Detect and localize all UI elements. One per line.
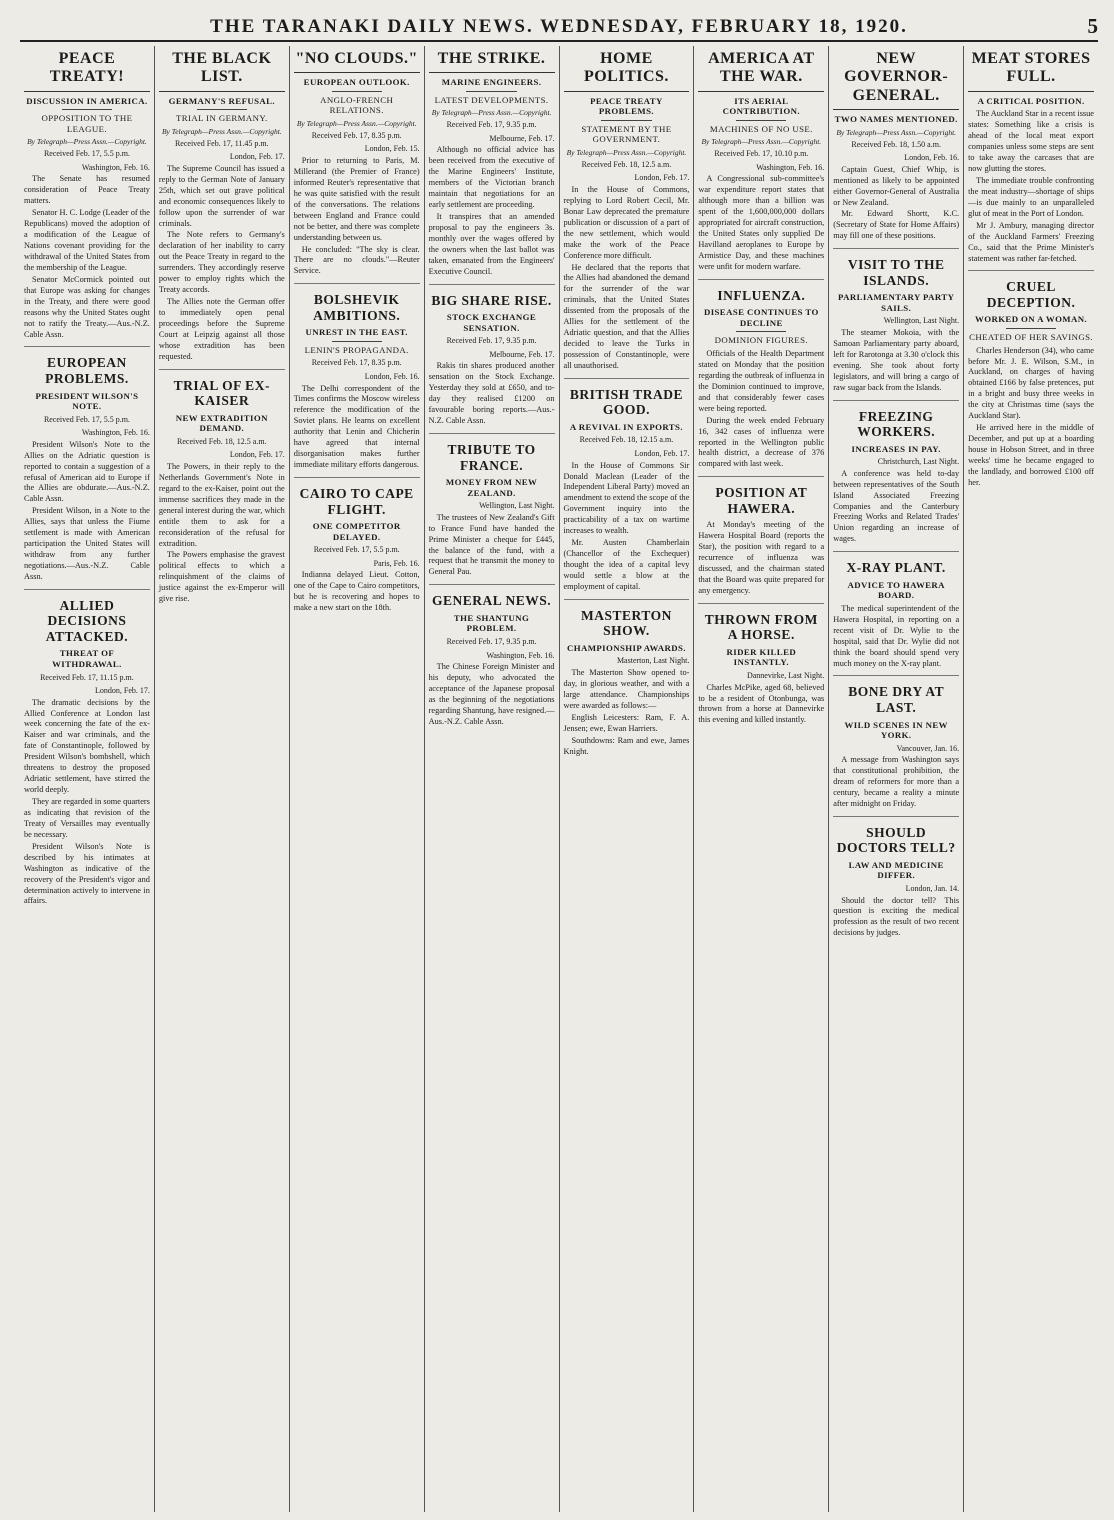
article-subheading: ANGLO-FRENCH RELATIONS. (320, 94, 394, 116)
article-subheading: ITS AERIAL CONTRIBUTION. (722, 95, 800, 117)
masthead (20, 14, 1098, 42)
article-paragraph: Rakis tin shares produced another sensation on the Stock Exchange. Yesterday they sold at £650, and to-day they realised £1200 on favourable boring reports.—Aus.-N.Z. Cable Assn. (428, 361, 555, 426)
article-paragraph: Prior to returning to Paris, M. Millerand (the Premier of France) informed Reuter's representative that he was quite satisfied with the result of the conversations. The relations between England and France could not be better, and there was complete understanding between us. (293, 156, 420, 242)
received-time: Received Feb. 17, 9.35 p.m. (446, 636, 537, 646)
divider (1006, 328, 1056, 329)
article (968, 50, 1094, 264)
article-headline: SHOULD DOCTORS TELL? (836, 824, 956, 856)
article-subheading: PRESIDENT WILSON'S NOTE. (35, 390, 139, 412)
article-dateline: Paris, Feb. 16. (373, 558, 420, 568)
article-paragraph: Mr. Austen Chamberlain (Chancellor of the Exchequer) thought the idea of a capital levy would settle a blow at the employment of capital. (563, 538, 690, 591)
article (429, 50, 555, 278)
article-subheading: LATEST DEVELOPMENTS. (434, 94, 549, 105)
received-time: Received Feb. 17, 11.15 p.m. (40, 672, 134, 682)
received-time: Received Feb. 17, 5.5 p.m. (43, 414, 130, 424)
article-paragraph: A Congressional sub-committee's war expenditure report states that although more than a billion was spent of the 1,600,000,000 dollars appropriated for aircraft construction, the United States only supplied De Havilland aeroplanes to Europe by Armistice Day, and these machines were unfit for modern warfare. (698, 174, 825, 271)
received-time: Received Feb. 17, 10.10 p.m. (714, 149, 809, 159)
article-paragraph: Indianna delayed Lieut. Cotton, one of the Cape to Cairo competitors, but he is recovering and hopes to make a new start on the 18th. (293, 570, 420, 613)
article-paragraph: The Auckland Star in a recent issue states: Something like a crisis is ahead of the local meat export companies unless some steps are sent to take away the carcases that are now glutting the stores. (968, 109, 1094, 174)
article-subheading: A REVIVAL IN EXPORTS. (569, 421, 683, 432)
news-column (694, 46, 829, 1512)
article-paragraph: During the week ended February 16, 342 cases of influenza were reported in the Wellington public health district, a decrease of 376 compared with last week. (698, 415, 825, 469)
article-dateline: Washington, Feb. 16. (486, 650, 555, 660)
article-subheading: TWO NAMES MENTIONED. (834, 114, 958, 125)
article (833, 50, 959, 242)
article (429, 284, 555, 427)
article-subheading: LENIN'S PROPAGANDA. (304, 344, 409, 355)
news-column (829, 46, 964, 1512)
article-paragraph: In the House of Commons Sir Donald Maclean (Leader of the Independent Liberal Party) moved an amendment to extend the scope of the Government inquiry into the practicability of a tax on wartime increases to wealth. (563, 460, 690, 536)
article-paragraph: Southdowns: Ram and ewe, James Knight. (563, 735, 690, 756)
received-time: Received Feb. 18, 1.50 a.m. (851, 139, 941, 149)
article-dateline: London, Jan. 14. (905, 883, 960, 893)
news-column (425, 46, 560, 1512)
article (698, 476, 824, 597)
article-subheading: THE SHANTUNG PROBLEM. (453, 612, 530, 634)
article-subheading: DISCUSSION IN AMERICA. (26, 95, 148, 106)
article-headline: THE BLACK LIST. (159, 50, 285, 92)
article-dateline: Melbourne, Feb. 17. (489, 349, 555, 359)
article-subheading: DOMINION FIGURES. (714, 335, 808, 346)
article-headline: PEACE TREATY! (24, 50, 150, 92)
article (294, 283, 420, 471)
received-time: Received Feb. 17, 11.45 p.m. (174, 138, 269, 148)
article-headline: MASTERTON SHOW. (581, 607, 672, 639)
received-time: Received Feb. 18, 12.5 a.m. (581, 159, 672, 169)
article-paragraph: The Supreme Council has issued a reply to the German Note of January 25th, which set out grave political and economic consequences likely to follow upon the surrender of war criminals. (158, 163, 285, 228)
article-paragraph: Senator McCormick pointed out that Europe was asking for changes in the Treaty, and there were good reasons why the United States ought not to ratify the Treaty.—Aus.-N.Z. Cable Assn. (24, 274, 150, 339)
article-dateline: Masterton, Last Night. (616, 656, 690, 666)
article-subheading: UNREST IN THE EAST. (305, 327, 408, 338)
article-paragraph: Mr J. Ambury, managing director of the Auckland Farmers' Freezing Co., said that the Prime Minister's statement was rather far-fetched. (968, 220, 1094, 263)
article-headline: TRIBUTE TO FRANCE. (447, 442, 536, 473)
article-byline: By Telegraph—Press Assn.—Copyright. (296, 119, 417, 129)
article (159, 50, 285, 363)
article-subheading: MONEY FROM NEW ZEALAND. (445, 477, 538, 498)
news-column (560, 46, 695, 1512)
article-paragraph: President Wilson's Note to the Allies on the Adriatic question is reported to contain a suggestion of a refusal of American aid to Europe if the Allies are obdurate.—Aus.-N.Z. Cable Assn. (24, 439, 150, 504)
article-headline: BONE DRY AT LAST. (848, 684, 945, 715)
article-subheading: PARLIAMENTARY PARTY SAILS. (838, 292, 955, 313)
article-paragraph: The Powers emphasise the gravest political effects to which a relinquishment of the claims of justice against the ex-Emperor will give rise. (158, 550, 285, 604)
article-headline: BRITISH TRADE GOOD. (569, 386, 684, 418)
article (429, 433, 555, 578)
article (24, 589, 150, 908)
article-subheading: EUROPEAN OUTLOOK. (303, 77, 410, 88)
article-dateline: London, Feb. 16. (364, 372, 420, 381)
article-subheading: WORKED ON A WOMAN. (975, 314, 1088, 325)
article-paragraph: The Powers, in their reply to the Netherlands Government's Note in regard to the ex-Kaiser, point out the immense sacrifices they made in the general interest during the war, which entitle them to ask for a reconsideration of the refusal for extradition. (158, 461, 285, 548)
article-paragraph: Charles Henderson (34), who came before Mr. J. E. Wilson, S.M., in Auckland, on charges of having obtained £166 by false pretences, put in a bright and busy three weeks in the city at Christmas time (says the Auckland Star). (968, 345, 1094, 421)
received-time: Received Feb. 17, 9.35 p.m. (446, 120, 537, 130)
received-time: Received Feb. 17, 9.35 p.m. (446, 336, 537, 346)
article (698, 279, 824, 470)
article-headline: BOLSHEVIK AMBITIONS. (313, 292, 401, 323)
article-dateline: Christchurch, Last Night. (877, 457, 960, 467)
article-headline: CRUEL DECEPTION. (986, 279, 1076, 310)
page-number: 5 (1087, 14, 1098, 38)
news-column (155, 46, 290, 1512)
divider (62, 109, 112, 110)
article-paragraph: The immediate trouble confronting the meat industry—shortage of ships—is due mainly to an unparalleled glut of meat in the Port of London. (968, 175, 1094, 218)
article-paragraph: At Monday's meeting of the Hawera Hospital Board (reports the Star), the position with regard to a recurrence of influenza was discussed, and the chairman stated that the Board was quite prepared for any emergency. (698, 520, 825, 595)
received-time: Received Feb. 18, 12.15 a.m. (579, 435, 674, 445)
article-dateline: London, Feb. 17. (94, 686, 150, 696)
article-headline: THROWN FROM A HORSE. (704, 611, 818, 643)
article-dateline: London, Feb. 17. (229, 450, 285, 460)
article-subheading: MACHINES OF NO USE. (709, 123, 813, 134)
article (24, 50, 150, 340)
article-paragraph: It transpires that an amended proposal to pay the engineers 3s. monthly over the wages offered by the owners when the last ballot was taken, emanated from the Engineers' Executive Council. (428, 212, 555, 276)
article-subheading: ADVICE TO HAWERA BOARD. (847, 579, 945, 601)
article-subheading: LAW AND MEDICINE DIFFER. (848, 859, 944, 881)
article (429, 584, 555, 727)
article (698, 50, 824, 273)
article-subheading: ONE COMPETITOR DELAYED. (312, 521, 401, 542)
article-subheading: MARINE ENGINEERS. (441, 77, 542, 88)
article-byline: By Telegraph—Press Assn.—Copyright. (431, 108, 552, 118)
article (564, 599, 690, 758)
divider (197, 109, 247, 110)
article-paragraph: The steamer Mokoia, with the Samoan Parliamentary party aboard, left for Rarotonga at 3.30 o'clock this evening. She took about forty legislators, and will bring a cargo of raw sugar back from the Islands. (833, 327, 960, 392)
received-time: Received Feb. 18, 12.5 a.m. (177, 436, 267, 446)
article (24, 346, 150, 582)
received-time: Received Feb. 17, 8.35 p.m. (311, 358, 402, 368)
article-headline: AMERICA AT THE WAR. (698, 50, 824, 92)
article-headline: INFLUENZA. (717, 287, 806, 303)
article-headline: "NO CLOUDS." (294, 50, 420, 73)
article-headline: CAIRO TO CAPE FLIGHT. (299, 486, 414, 517)
article (564, 378, 690, 593)
article-headline: FREEZING WORKERS. (857, 408, 936, 440)
article-paragraph: President Wilson's Note is described by his intimates at Washington as indicative of the recovery of the President's vigor and determination actively to intervene in affairs. (24, 841, 150, 906)
article-headline: TRIAL OF EX-KAISER (173, 377, 270, 409)
article-paragraph: The dramatic decisions by the Allied Conference at London last week concerning the fate of the ex-Kaiser and war criminals, and the fate of Constantinople, followed by President Wilson's bombshell, which threatens to destroy the proposed Adriatic settlement, have stirred the world deeply. (24, 697, 150, 795)
article-paragraph: The Senate has resumed consideration of Peace Treaty matters. (24, 174, 150, 206)
divider (332, 341, 382, 342)
article-paragraph: A conference was held to-day between representatives of the South Island Associated Freezing Companies and the Canterbury Freezing Works and Related Trades' Union regarding an increase of wages. (833, 468, 960, 544)
article-subheading: CHEATED OF HER SAVINGS. (969, 332, 1094, 343)
newspaper-title: THE TARANAKI DAILY NEWS. WEDNESDAY, FEBRUARY 18, 1920. (210, 16, 908, 37)
article-headline: NEW GOVERNOR-GENERAL. (833, 50, 959, 110)
article-paragraph: Senator H. C. Lodge (Leader of the Republicans) moved the adoption of a modification of the League of Nations covenant providing for the withdrawal of the United States from the membership of the League. (24, 208, 150, 272)
article (159, 369, 285, 605)
article-dateline: Vancouver, Jan. 16. (896, 743, 960, 753)
article-paragraph: He arrived here in the middle of December, and put up at a boarding house in Hobson Street, and in three weeks' time he became engaged to the landlady, and borrowed £100 off her. (968, 423, 1094, 487)
article-dateline: Washington, Feb. 16. (81, 428, 150, 438)
article-subheading: STATEMENT BY THE GOVERNMENT. (581, 123, 672, 145)
article-subheading: RIDER KILLED INSTANTLY. (726, 646, 797, 668)
article-byline: By Telegraph—Press Assn.—Copyright. (836, 127, 957, 137)
article (833, 675, 959, 809)
article (294, 477, 420, 614)
article-paragraph: English Leicesters: Ram, F. A. Jensen; ewe, Ewan Harriers. (563, 712, 690, 733)
article-paragraph: They are regarded in some quarters as indicating that revision of the Treaty of Versailles may eventually be necessary. (24, 797, 150, 839)
article (833, 551, 959, 669)
article-subheading: PEACE TREATY PROBLEMS. (590, 95, 663, 117)
article-subheading: INCREASES IN PAY. (851, 443, 941, 454)
article-paragraph: The Chinese Foreign Minister and his deputy, who advocated the acceptance of the Japanese proposal as the beginning of the negotiations regarding Shantung, have resigned.—Aus.-N.Z. Cable Assn. (428, 662, 555, 726)
article-paragraph: The Allies note the German offer to immediately open penal proceedings before the Supreme Court at Leipzig against all those whose extradition has been requested. (158, 297, 285, 361)
article-paragraph: He declared that the reports that the Allies had abandoned the demand for the surrender of the war criminals, that the United States dissented from the proposals of the Allies for the settlement of the Adriatic question, and that the Allies decided to leave the Turks in possession of Constantinople, were all unauthorised. (563, 262, 690, 370)
article-subheading: GERMANY'S REFUSAL. (168, 95, 276, 106)
article-paragraph: In the House of Commons, replying to Lord Robert Cecil, Mr. Bonar Law deprecated the premature publication or discussion of a part of the new settlement, which would make the work of the Peace Conference more difficult. (563, 184, 690, 260)
news-column (290, 46, 425, 1512)
article-paragraph: Although no official advice has been received from the executive of the Marine Engineers' Institute, members of the Victorian branch maintain that negotiations for an early settlement are proceeding. (428, 145, 555, 210)
article-paragraph: A message from Washington says that constitutional prohibition, the dream of reformers for more than a century, became a reality a minute after midnight on Friday. (833, 755, 960, 808)
article-paragraph: The medical superintendent of the Hawera Hospital, in reporting on a recent visit of Dr. Wylie to the hospital, said that Dr. Wylie did not think the board should spend very much money on the X-ray plant. (833, 603, 960, 668)
article-paragraph: The Note refers to Germany's declaration of her inability to carry out the Peace Treaty in regard to the surrenders. They accordingly reserve power to employ rights which the Treaty accords. (158, 230, 285, 295)
article-headline: MEAT STORES FULL. (968, 50, 1094, 92)
article-byline: By Telegraph—Press Assn.—Copyright. (701, 137, 822, 147)
article-headline: GENERAL NEWS. (432, 593, 552, 609)
received-time: Received Feb. 17, 5.5 p.m. (313, 545, 400, 555)
article-headline: POSITION AT HAWERA. (715, 485, 808, 516)
article (833, 248, 959, 393)
article-dateline: Wellington, Last Night. (883, 316, 960, 326)
received-time: Received Feb. 17, 5.5 p.m. (43, 149, 130, 159)
divider (466, 91, 516, 92)
newspaper-columns (20, 46, 1098, 1512)
article-headline: EUROPEAN PROBLEMS. (45, 355, 129, 386)
article-subheading: CHAMPIONSHIP AWARDS. (566, 642, 686, 653)
article-paragraph: Should the doctor tell? This question is exciting the medical profession as the result of two recent decisions by judges. (833, 895, 960, 938)
news-column (964, 46, 1098, 1512)
article-paragraph: The Delhi correspondent of the Times confirms the Moscow wireless reference the modification of the Soviet plans. He learns on excellent authority that Lenin and Chicherin have agreed that internal disorganisation makes further immediate military efforts dangerous. (293, 383, 420, 470)
news-column (20, 46, 155, 1512)
article-headline: X-RAY PLANT. (846, 560, 946, 576)
article-paragraph: Captain Guest, Chief Whip, is mentioned as likely to be appointed either Governor-General of Australia or New Zealand. (833, 164, 960, 207)
article-paragraph: Officials of the Health Department stated on Monday that the position regarding the outbreak of influenza in the Dominion continued to improve, and that considerably fewer cases were being reported. (698, 349, 825, 413)
article-subheading: WILD SCENES IN NEW YORK. (844, 719, 948, 741)
article-subheading: NEW EXTRADITION DEMAND. (175, 412, 268, 434)
article (968, 270, 1094, 488)
article-dateline: London, Feb. 15. (364, 144, 420, 154)
divider (332, 91, 382, 92)
article-byline: By Telegraph—Press Assn.—Copyright. (27, 137, 147, 147)
article-subheading: DISEASE CONTINUES TO DECLINE (703, 307, 819, 328)
article-headline: HOME POLITICS. (564, 50, 690, 92)
divider (736, 331, 786, 332)
article-paragraph: President Wilson, in a Note to the Allies, says that unless the Fiume settlement is made with American participation the United States will withdraw from any further negotiations.—Aus.-N.Z. Cable Assn. (24, 506, 150, 581)
article (833, 816, 959, 939)
article-subheading: STOCK EXCHANGE SENSATION. (446, 312, 537, 333)
article-headline: BIG SHARE RISE. (431, 292, 552, 308)
article (564, 50, 690, 372)
article-dateline: Dannevirke, Last Night. (746, 671, 825, 681)
article-byline: By Telegraph—Press Assn.—Copyright. (161, 126, 282, 136)
article-dateline: London, Feb. 17. (634, 449, 690, 459)
article-paragraph: The Masterton Show opened to-day, in glorious weather, and with a large attendance. Championships were awarded as follows:— (563, 667, 690, 710)
article-headline: ALLIED DECISIONS ATTACKED. (45, 597, 129, 644)
article-dateline: London, Feb. 16. (904, 153, 960, 163)
article (698, 603, 824, 726)
article-subheading: OPPOSITION TO THE LEAGUE. (41, 113, 133, 134)
received-time: Received Feb. 17, 8.35 p.m. (311, 130, 402, 140)
article-dateline: Melbourne, Feb. 17. (489, 133, 555, 143)
article-subheading: A CRITICAL POSITION. (977, 95, 1085, 106)
article-paragraph: Charles McPike, aged 68, believed to be a resident of Otonbunga, was thrown from a horse at Dannevirke this evening and killed instantly. (698, 682, 825, 725)
article-subheading: THREAT OF WITHDRAWAL. (52, 648, 122, 669)
article-headline: VISIT TO THE ISLANDS. (847, 257, 945, 288)
divider (601, 120, 651, 121)
article-headline: THE STRIKE. (429, 50, 555, 73)
article-dateline: Washington, Feb. 16. (756, 162, 825, 172)
article-dateline: Washington, Feb. 16. (81, 162, 150, 172)
article-dateline: Wellington, Last Night. (479, 501, 555, 511)
article-paragraph: Mr. Edward Shortt, K.C. (Secretary of State for Home Affairs) may fill one of these positions. (833, 209, 960, 241)
article (294, 50, 420, 277)
article-subheading: TRIAL IN GERMANY. (176, 113, 268, 124)
article-paragraph: The trustees of New Zealand's Gift to France Fund have handed the Prime Minister a cheque for £445, the balance of the fund, with a request that he transmit the money to General Pau. (428, 512, 555, 577)
divider (736, 120, 786, 121)
article-paragraph: He concluded: "The sky is clear. There are no clouds."—Reuter Service. (293, 244, 420, 276)
article-dateline: London, Feb. 17. (634, 173, 690, 183)
article-dateline: London, Feb. 17. (229, 152, 285, 162)
article-byline: By Telegraph—Press Assn.—Copyright. (566, 147, 687, 157)
article (833, 400, 959, 546)
